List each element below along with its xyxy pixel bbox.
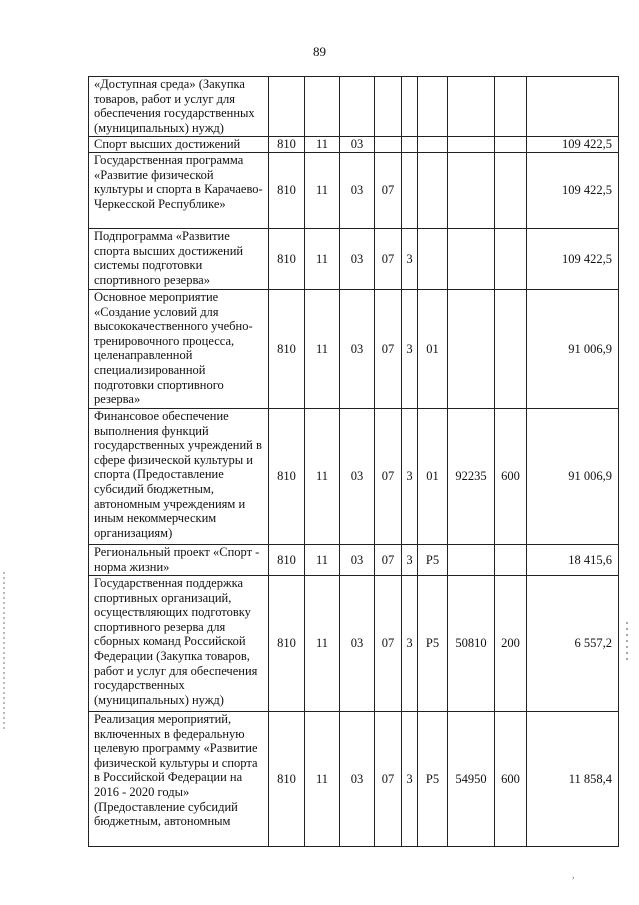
expense-type-cell (495, 137, 527, 153)
event-code-cell (418, 77, 448, 137)
subprogram-code-cell (402, 153, 418, 229)
program-code-cell: 07 (375, 229, 402, 290)
row-name-cell: Государственная поддержка спортивных организаций, осуществляющих подготовку спортивного резерва для сборных команд Российской Федерации (Закупка товаров, работ и услуг для обеспечения государственных (муниципальных) нужд) (89, 576, 269, 712)
grbs-cell: 810 (269, 576, 305, 712)
event-code-cell: P5 (418, 576, 448, 712)
scan-dot-mark: , (572, 870, 575, 881)
direction-code-cell (448, 77, 495, 137)
page-number: 89 (313, 44, 326, 59)
direction-code-cell (448, 290, 495, 409)
table-row (89, 153, 619, 229)
grbs-cell: 810 (269, 153, 305, 229)
amount-cell: 109 422,5 (527, 153, 619, 229)
grbs-cell: 810 (269, 290, 305, 409)
section-cell: 11 (305, 290, 340, 409)
subprogram-code-cell: 3 (402, 545, 418, 576)
table-row (89, 137, 619, 153)
grbs-cell: 810 (269, 229, 305, 290)
grbs-cell: 810 (269, 137, 305, 153)
table-row (89, 409, 619, 545)
table-row (89, 545, 619, 576)
subsection-cell: 03 (340, 229, 375, 290)
program-code-cell (375, 137, 402, 153)
amount-cell (527, 77, 619, 137)
expense-type-cell (495, 290, 527, 409)
table-row (89, 576, 619, 712)
event-code-cell: P5 (418, 545, 448, 576)
table-row (89, 77, 619, 137)
subprogram-code-cell: 3 (402, 290, 418, 409)
grbs-cell: 810 (269, 712, 305, 847)
direction-code-cell: 54950 (448, 712, 495, 847)
row-name-cell: «Доступная среда» (Закупка товаров, работ и услуг для обеспечения государственных (муниципальных) нужд) (89, 77, 269, 137)
section-cell: 11 (305, 576, 340, 712)
direction-code-cell (448, 153, 495, 229)
scan-margin-mark (3, 572, 5, 732)
amount-cell: 109 422,5 (527, 229, 619, 290)
table-row (89, 290, 619, 409)
program-code-cell: 07 (375, 153, 402, 229)
section-cell: 11 (305, 545, 340, 576)
program-code-cell: 07 (375, 290, 402, 409)
grbs-cell: 810 (269, 545, 305, 576)
expense-type-cell (495, 77, 527, 137)
row-name-cell: Спорт высших достижений (89, 137, 269, 153)
event-code-cell: 01 (418, 409, 448, 545)
row-name-cell: Реализация мероприятий, включенных в федеральную целевую программу «Развитие физической культуры и спорта в Российской Федерации на 2016 - 2020 годы» (Предоставление субсидий бюджетным, автономным (89, 712, 269, 847)
amount-cell: 6 557,2 (527, 576, 619, 712)
row-name-cell: Финансовое обеспечение выполнения функций государственных учреждений в сфере физической культуры и спорта (Предоставление субсидий бюджетным, автономным учреждениям и иным некоммерческим организациям) (89, 409, 269, 545)
expense-type-cell (495, 229, 527, 290)
amount-cell: 91 006,9 (527, 409, 619, 545)
event-code-cell (418, 153, 448, 229)
subsection-cell: 03 (340, 153, 375, 229)
subprogram-code-cell (402, 77, 418, 137)
section-cell: 11 (305, 153, 340, 229)
program-code-cell (375, 77, 402, 137)
subsection-cell: 03 (340, 545, 375, 576)
amount-cell: 91 006,9 (527, 290, 619, 409)
section-cell: 11 (305, 712, 340, 847)
subsection-cell (340, 77, 375, 137)
direction-code-cell: 92235 (448, 409, 495, 545)
subsection-cell: 03 (340, 290, 375, 409)
subsection-cell: 03 (340, 409, 375, 545)
program-code-cell: 07 (375, 576, 402, 712)
budget-table (88, 76, 619, 847)
program-code-cell: 07 (375, 545, 402, 576)
direction-code-cell (448, 229, 495, 290)
table-row (89, 229, 619, 290)
amount-cell: 11 858,4 (527, 712, 619, 847)
grbs-cell: 810 (269, 409, 305, 545)
subprogram-code-cell: 3 (402, 712, 418, 847)
row-name-cell: Основное мероприятие «Создание условий для высококачественного учебно-тренировочного процесса, целенаправленной специализированной подготовки спортивного резерва» (89, 290, 269, 409)
event-code-cell: P5 (418, 712, 448, 847)
amount-cell: 18 415,6 (527, 545, 619, 576)
subprogram-code-cell (402, 137, 418, 153)
row-name-cell: Подпрограмма «Развитие спорта высших достижений системы подготовки спортивного резерва» (89, 229, 269, 290)
program-code-cell: 07 (375, 712, 402, 847)
scan-margin-mark-right (626, 622, 628, 662)
section-cell: 11 (305, 137, 340, 153)
subprogram-code-cell: 3 (402, 576, 418, 712)
event-code-cell (418, 137, 448, 153)
subsection-cell: 03 (340, 137, 375, 153)
direction-code-cell (448, 137, 495, 153)
expense-type-cell (495, 545, 527, 576)
section-cell: 11 (305, 409, 340, 545)
row-name-cell: Государственная программа «Развитие физической культуры и спорта в Карачаево-Черкесской Республике» (89, 153, 269, 229)
direction-code-cell (448, 545, 495, 576)
grbs-cell (269, 77, 305, 137)
subprogram-code-cell: 3 (402, 229, 418, 290)
expense-type-cell: 200 (495, 576, 527, 712)
amount-cell: 109 422,5 (527, 137, 619, 153)
event-code-cell: 01 (418, 290, 448, 409)
row-name-cell: Региональный проект «Спорт - норма жизни» (89, 545, 269, 576)
expense-type-cell: 600 (495, 409, 527, 545)
table-row (89, 712, 619, 847)
expense-type-cell: 600 (495, 712, 527, 847)
program-code-cell: 07 (375, 409, 402, 545)
section-cell (305, 77, 340, 137)
direction-code-cell: 50810 (448, 576, 495, 712)
event-code-cell (418, 229, 448, 290)
subsection-cell: 03 (340, 712, 375, 847)
expense-type-cell (495, 153, 527, 229)
subprogram-code-cell: 3 (402, 409, 418, 545)
subsection-cell: 03 (340, 576, 375, 712)
section-cell: 11 (305, 229, 340, 290)
